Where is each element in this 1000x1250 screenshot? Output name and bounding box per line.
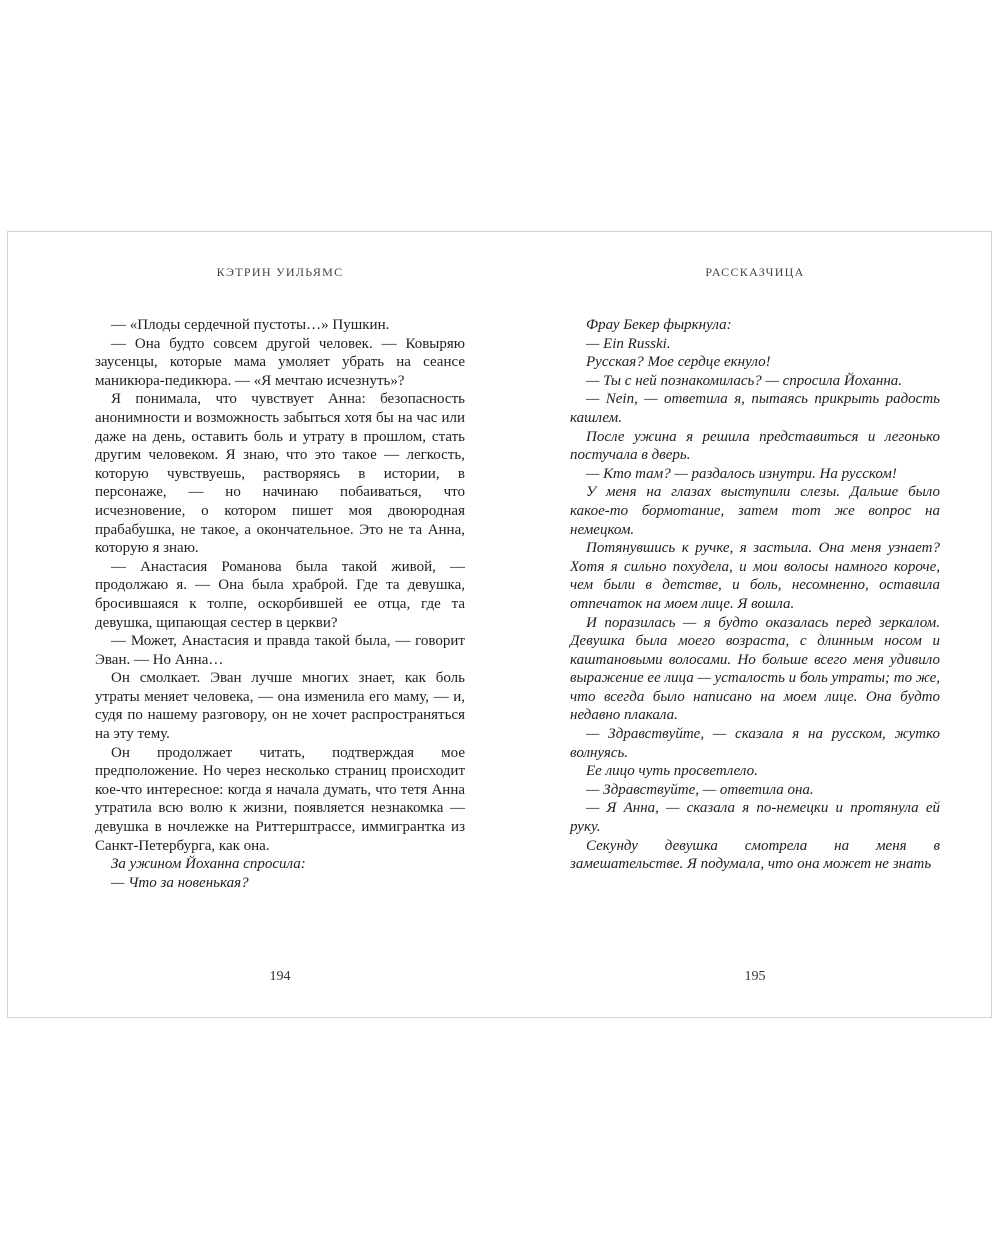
paragraph: Ее лицо чуть просветлело. xyxy=(586,763,758,780)
paragraph: — Ein Russki. xyxy=(586,335,671,352)
paragraph: — Здравствуйте, — ответила она. xyxy=(586,781,814,798)
left-page-body xyxy=(95,316,465,892)
paragraph: — Анастасия Романова была такой живой, — продолжаю я. — Она была храброй. Где та девушка, бросившаяся к толпе, оскорбившей ее отца, где та девушка, щипающая сестер в церкви? xyxy=(95,558,465,631)
left-page xyxy=(95,232,465,1017)
paragraph: Он смолкает. Эван лучше многих знает, как боль утраты меняет человека, — она изменила его маму, — и, судя по нашему разговору, он не хочет распространяться на эту тему. xyxy=(95,670,465,743)
paragraph: Секунду девушка смотрела на меня в замешательстве. Я подумала, что она может не знать xyxy=(570,837,940,873)
paragraph: Русская? Мое сердце екнуло! xyxy=(586,354,771,371)
page-number: 194 xyxy=(269,969,291,984)
paragraph: — «Плоды сердечной пустоты…» Пушкин. xyxy=(111,317,390,333)
paragraph: — Здравствуйте, — сказала я на русском, жутко волнуясь. xyxy=(570,726,940,761)
running-head-author: КЭТРИН УИЛЬЯМС xyxy=(216,265,344,279)
paragraph: Потянувшись к ручке, я застыла. Она меня узнает? Хотя я сильно похудела, и мои волосы намного короче, чем были в детстве, и боль, несомненно, оставила отпечаток на моем лице. Я вошла. xyxy=(570,540,940,612)
right-page-body xyxy=(570,316,940,874)
paragraph: После ужина я решила представиться и легонько постучала в дверь. xyxy=(570,428,940,464)
paragraph: Фрау Бекер фыркнула: xyxy=(586,317,732,333)
paragraph: — Ты с ней познакомилась? — спросила Йоханна. xyxy=(586,372,903,389)
right-page xyxy=(570,232,940,1017)
paragraph: — Кто там? — раздалось изнутри. На русском! xyxy=(586,465,897,482)
paragraph: Я понимала, что чувствует Анна: безопасность анонимности и возможность забыться хотя бы на час или даже на день, оставить боль и утрату в прошлом, стать другим человеком. Я знаю, что это такое — легкость, которую чувствуешь, растворяясь в истории, в персонаже, — но начинаю побаиваться, что исчезновение, о котором пишет моя двоюродная прабабушка, не такое, а окончательное. Это не та Анна, которую я знаю. xyxy=(95,391,465,557)
page-number: 195 xyxy=(744,969,766,984)
paragraph: — Она будто совсем другой человек. — Ковыряю заусенцы, которые мама умоляет убрать на сеансе маникюра-педикюра. — «Я мечтаю исчезнуть»? xyxy=(95,335,465,389)
paragraph: У меня на глазах выступили слезы. Дальше было какое-то бормотание, затем тот же вопрос на немецком. xyxy=(570,484,940,538)
running-head-title: РАССКАЗЧИЦА xyxy=(705,265,805,279)
paragraph: — Я Анна, — сказала я по-немецки и протянула ей руку. xyxy=(570,800,940,836)
paragraph: За ужином Йоханна спросила: xyxy=(111,856,306,873)
paragraph: И поразилась — я будто оказалась перед зеркалом. Девушка была моего возраста, с длинным носом и каштановыми волосами. Но больше всего меня удивило выражение ее лица — усталость и боль утраты; то же, что всегда было написано на моем лице. Она будто недавно плакала. xyxy=(570,614,940,724)
paragraph: Он продолжает читать, подтверждая мое предположение. Но через несколько страниц происходит кое-что интересное: когда я начала думать, что тетя Анна утратила всю волю к жизни, появляется незнакомка — девушка в ночлежке на Риттерштрассе, иммигрантка из Санкт-Петербурга, как она. xyxy=(95,744,465,854)
paragraph: — Может, Анастасия и правда такой была, — говорит Эван. — Но Анна… xyxy=(95,633,465,668)
paragraph: — Что за новенькая? xyxy=(111,874,249,891)
paragraph: — Nein, — ответила я, пытаясь прикрыть радость кашлем. xyxy=(570,391,940,426)
book-spread xyxy=(7,231,992,1018)
